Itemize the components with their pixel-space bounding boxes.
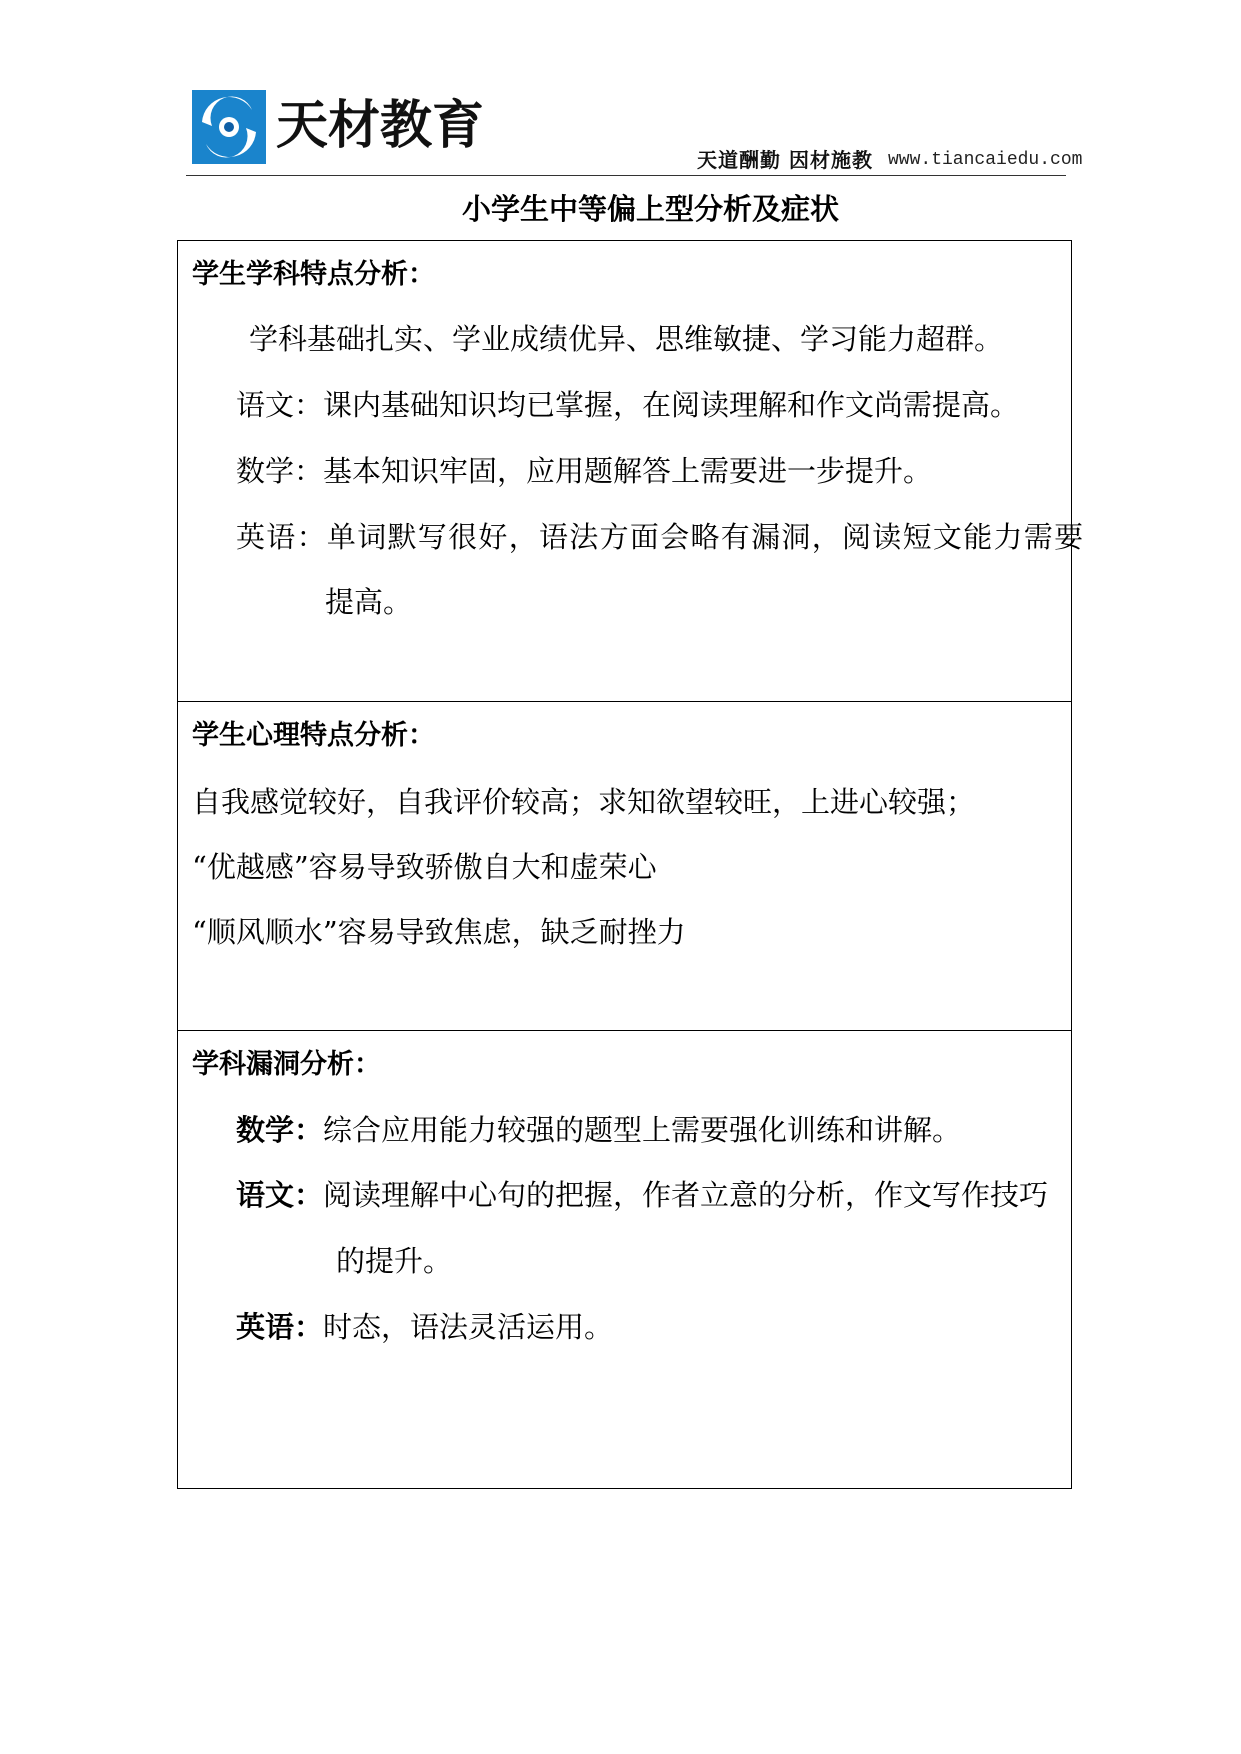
gap-line-chinese — [236, 1178, 1049, 1212]
psychology-line — [192, 915, 686, 949]
subject-label: 数学： — [236, 454, 324, 488]
line-text: 自我感觉较好，自我评价较高；求知欲望较旺，上进心较强； — [192, 785, 976, 819]
page-title: 小学生中等偏上型分析及症状 — [462, 192, 840, 226]
analysis-table — [177, 240, 1085, 1489]
line-text: 的提升。 — [336, 1244, 453, 1278]
motto-text: 天道酬勤 因材施教 — [697, 148, 873, 172]
line-text: 基本知识牢固，应用题解答上需要进一步提升。 — [323, 454, 933, 488]
psychology-line — [192, 850, 657, 884]
gap-line-english — [236, 1310, 614, 1344]
gap-line-math — [236, 1113, 962, 1147]
logo-wordmark: 天材教育 — [276, 96, 485, 156]
line-text: 综合应用能力较强的题型上需要强化训练和讲解。 — [323, 1113, 962, 1147]
section-subject-gaps — [178, 1030, 1071, 1488]
subject-line-english-continued — [325, 585, 413, 619]
line-text: “顺风顺水”容易导致焦虑，缺乏耐挫力 — [192, 915, 686, 949]
section-psychological-characteristics — [178, 701, 1071, 1030]
summary-line — [249, 322, 1004, 356]
line-text: 单词默写很好，语法方面会略有漏洞，阅读短文能力需要 — [326, 520, 1085, 554]
section-heading: 学生心理特点分析： — [192, 720, 435, 751]
subject-label: 语文： — [236, 388, 324, 422]
psychology-line — [192, 785, 976, 819]
logo-swirl-icon — [192, 90, 266, 164]
subject-line-chinese — [236, 388, 1020, 422]
subject-label: 英语： — [236, 520, 327, 554]
subject-line-math — [236, 454, 933, 488]
subject-line-english — [236, 520, 1085, 554]
line-text: 提高。 — [325, 585, 413, 619]
subject-label: 英语： — [236, 1310, 324, 1344]
section-heading: 学科漏洞分析： — [192, 1049, 381, 1080]
line-text: 阅读理解中心句的把握，作者立意的分析，作文写作技巧 — [323, 1178, 1049, 1212]
line-text: 课内基础知识均已掌握，在阅读理解和作文尚需提高。 — [323, 388, 1020, 422]
section-subject-characteristics — [178, 241, 1085, 701]
section-heading: 学生学科特点分析： — [192, 259, 435, 290]
line-text: “优越感”容易导致骄傲自大和虚荣心 — [192, 850, 657, 884]
header-divider — [186, 175, 1066, 176]
line-text: 时态，语法灵活运用。 — [323, 1310, 614, 1344]
website-text: www.tiancaiedu.com — [888, 150, 1083, 170]
subject-label: 数学： — [236, 1113, 324, 1147]
gap-line-chinese-continued — [336, 1244, 453, 1278]
subject-label: 语文： — [236, 1178, 324, 1212]
line-text: 学科基础扎实、学业成绩优异、思维敏捷、学习能力超群。 — [249, 322, 1004, 356]
